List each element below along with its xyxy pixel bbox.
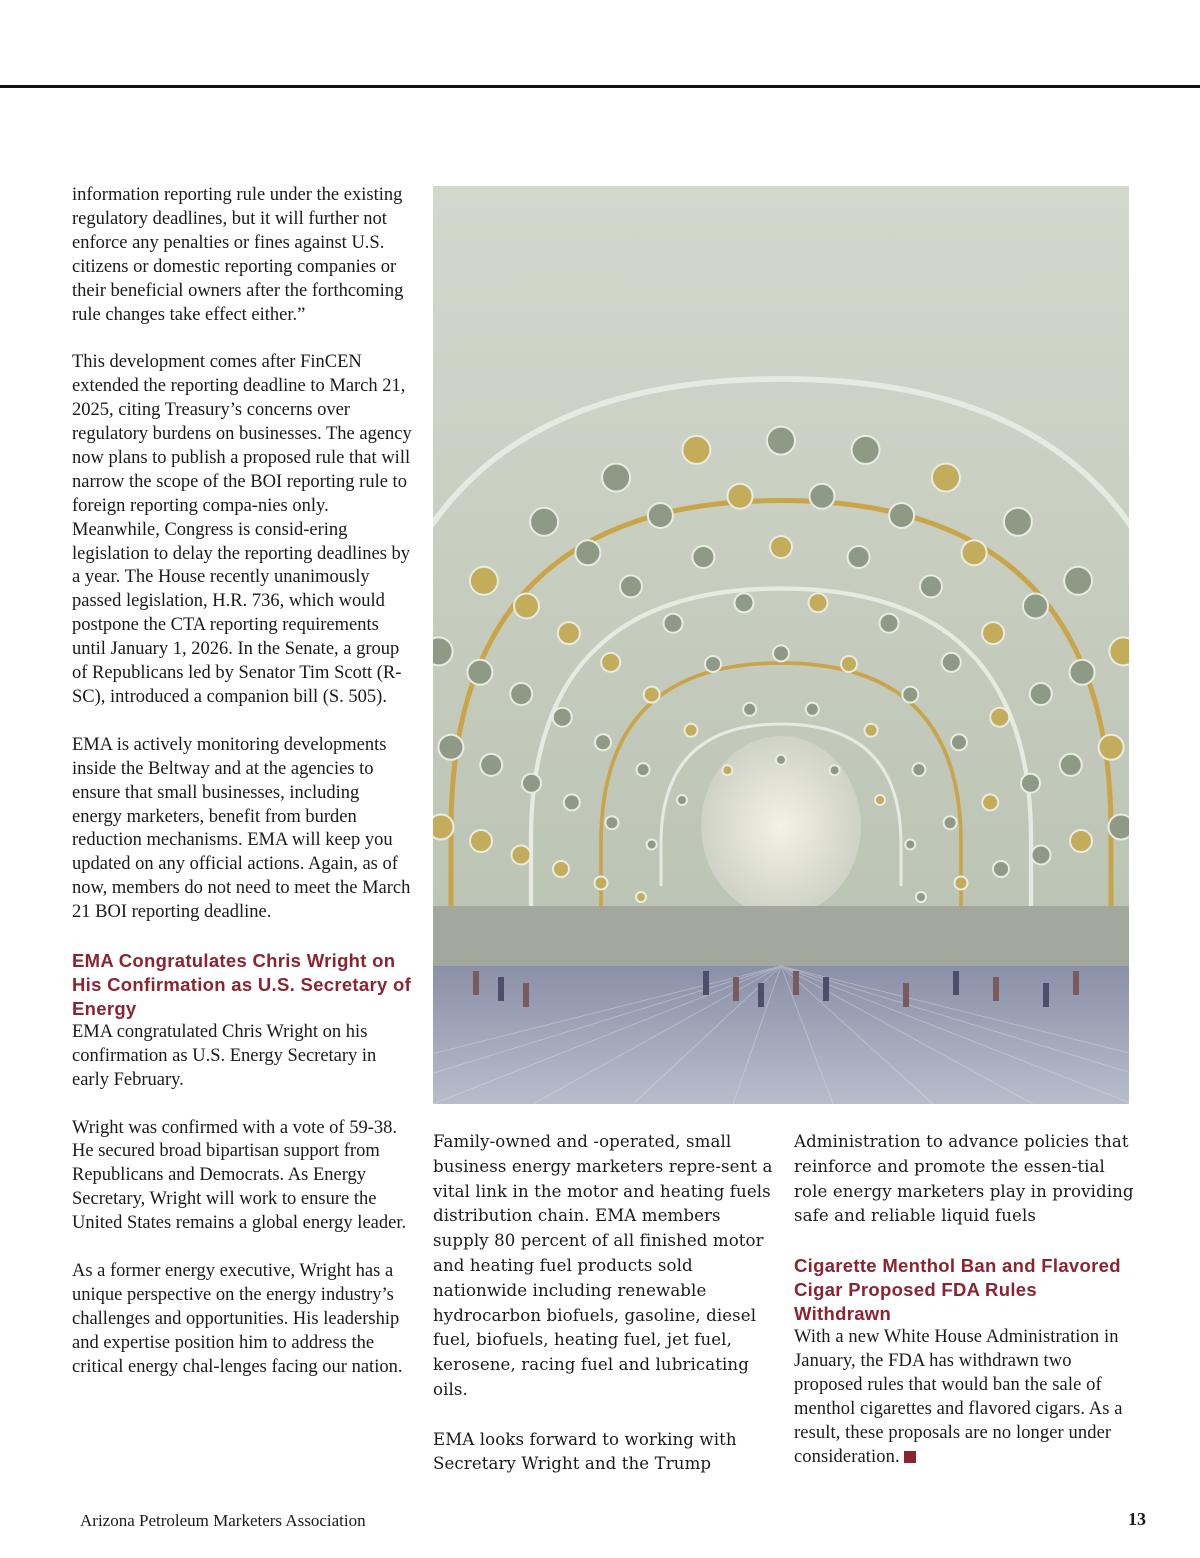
left-paragraph-1: information reporting rule under the existing regulatory deadlines, but it will further not enforce any penalties or fines against U.S. citizens or domestic reporting companies or their beneficial owners after the forthcoming rule changes take effect either.”	[72, 185, 404, 325]
right-paragraph-1: Administration to advance policies that reinforce and promote the essen-tial role energy marketers play in providing safe and reliable liquid fuels	[794, 1132, 1134, 1226]
left-paragraph-5: Wright was confirmed with a vote of 59-38. He secured broad bipartisan support from Republicans and Democrats. As Energy Secretary, Wright will work to ensure the United States remains a global energy leader.	[72, 1117, 407, 1234]
left-paragraph-2: This development comes after FinCEN extended the reporting deadline to March 21, 2025, citing Treasury’s concerns over regulatory burdens on businesses. The agency now plans to publish a proposed rule that will narrow the scope of the BOI reporting rule to foreign reporting compa-nies only. Meanwhile, Congress is consid-ering legislation to delay the reporting deadlines by a year. The House recently unanimously passed legislation, H.R. 736, which would postpone the CTA reporting requirements until January 1, 2026. In the Senate, a group of Republicans led by Senator Tim Scott (R-SC), introduced a companion bill (S. 505).	[72, 352, 412, 708]
right-paragraph-2	[794, 1326, 1134, 1469]
end-of-article-mark	[904, 1451, 916, 1463]
middle-column	[433, 1130, 773, 1502]
union-station-photo	[433, 186, 1129, 1104]
middle-paragraph-1: Family-owned and -operated, small business energy marketers repre-sent a vital link in the motor and heating fuels distribution chain. EMA members supply 80 percent of all finished motor and heating fuel products sold nationwide including renewable hydrocarbon biofuels, gasoline, diesel fuel, biofuels, heating fuel, jet fuel, kerosene, racing fuel and lubricating oils.	[433, 1132, 773, 1399]
footer-publication: Arizona Petroleum Marketers Association	[80, 1511, 366, 1530]
left-column	[72, 184, 412, 1380]
left-paragraph-6: As a former energy executive, Wright has a unique perspective on the energy industry’s challenges and opportunities. His leadership and expertise position him to address the critical energy chal-lenges facing our nation.	[72, 1260, 403, 1377]
middle-paragraph-2: EMA looks forward to working with Secretary Wright and the Trump	[433, 1429, 737, 1474]
fda-heading: Cigarette Menthol Ban and Flavored Cigar Proposed FDA Rules Withdrawn	[794, 1254, 1121, 1324]
right-paragraph-2-text: With a new White House Administration in January, the FDA has withdrawn two proposed rules that would ban the sale of menthol cigarettes and flavored cigars. As a result, these proposals are no longer under consideration.	[794, 1326, 1123, 1467]
left-paragraph-3: EMA is actively monitoring developments inside the Beltway and at the agencies to ensure that small businesses, including energy marketers, benefit from burden reduction mechanisms. EMA will keep you updated on any official actions. Again, as of now, members do not need to meet the March 21 BOI reporting deadline.	[72, 734, 411, 923]
right-column	[794, 1130, 1134, 1494]
wright-heading: EMA Congratulates Chris Wright on His Confirmation as U.S. Secretary of Energy	[72, 949, 412, 1019]
left-paragraph-4: EMA congratulated Chris Wright on his confirmation as U.S. Energy Secretary in early February.	[72, 1021, 377, 1090]
top-rule	[0, 85, 1200, 88]
vaulted-hall-illustration	[433, 186, 1129, 1104]
page-number: 13	[1128, 1509, 1146, 1529]
